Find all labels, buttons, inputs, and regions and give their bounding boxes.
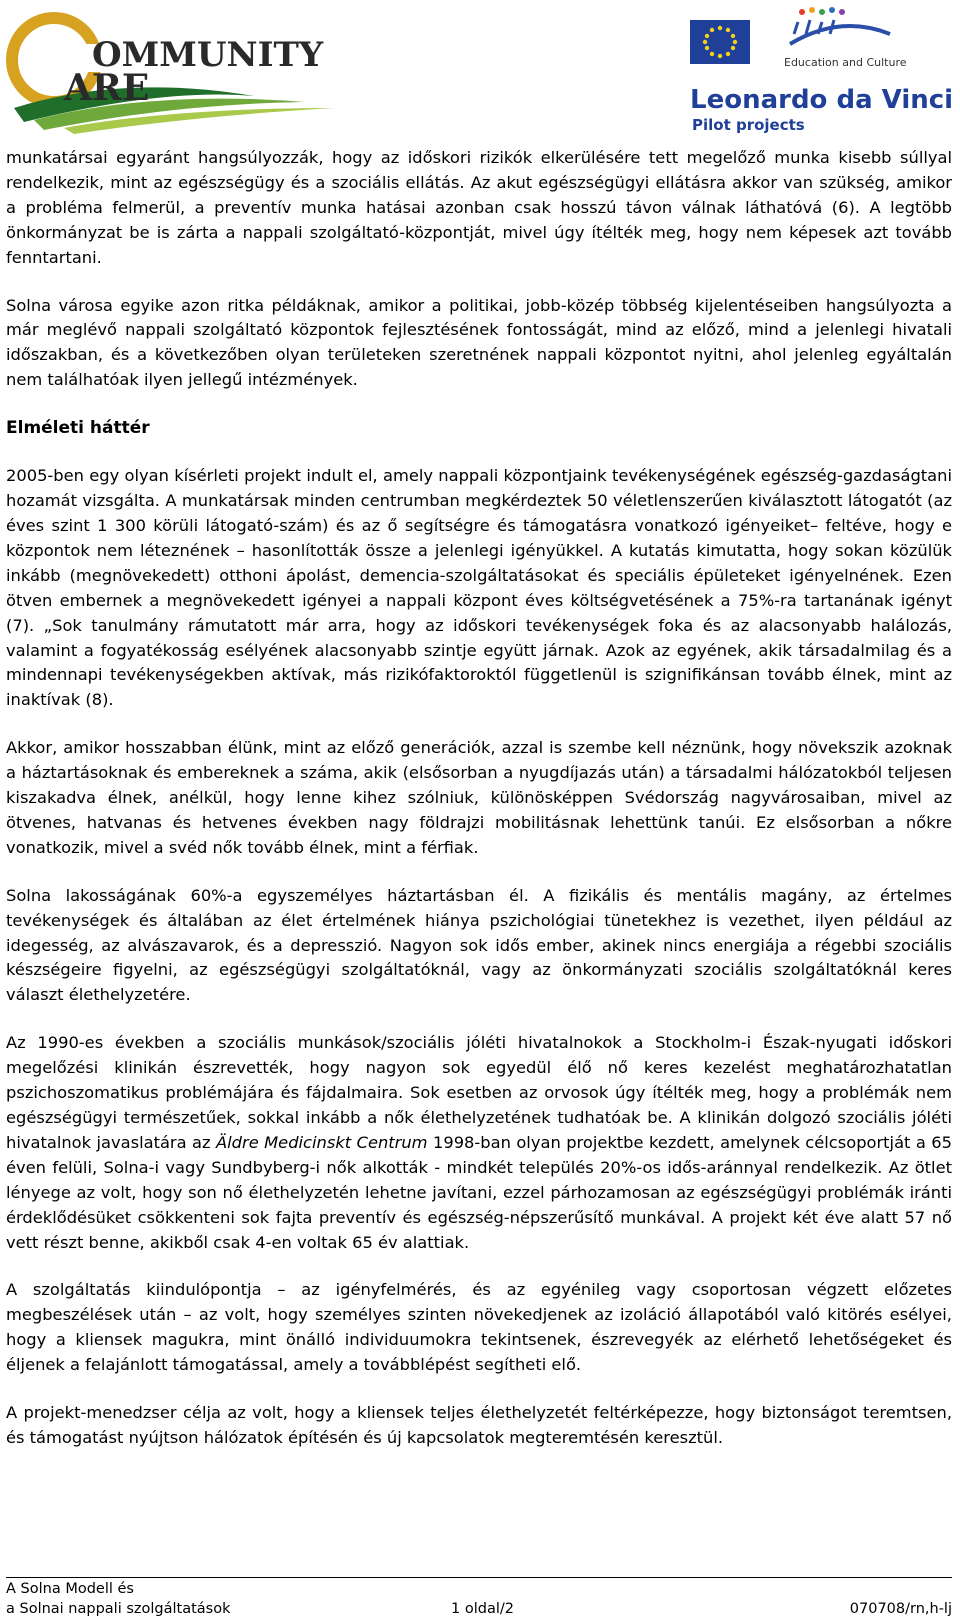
footer-code: 070708/rn,h-lj	[849, 1601, 952, 1617]
logo-subtitle: Pilot projects	[692, 116, 805, 134]
logo-word-care: ARE	[64, 67, 150, 109]
paragraph-4: Akkor, amikor hosszabban élünk, mint az előző generációk, azzal is szembe kell néznünk, hogy növekszik azoknak a háztartásoknak és embereknek a száma, akik (elsősorban a nyugdíjazás után) a társadalmi hálózatokból teljesen kiszakadva élnek, anélkül, hogy lenne kihez szólniuk, különösképpen Svédország nagyvárosaiban, mivel az ötvenes, hatvanas és hetvenes években nagy földrajzi mobilitásnak lehettünk tanúi. Ez elsősorban a nőkre vonatkozik, mivel a svéd nők tovább élnek, mint a férfiak.	[6, 738, 952, 857]
footer-line-2: a Solnai nappali szolgáltatások	[6, 1601, 231, 1617]
logo-word-community: OMMUNITY	[92, 35, 324, 75]
page-header	[0, 0, 960, 140]
paragraph-2: Solna városa egyike azon ritka példáknak, amikor a politikai, jobb-közép többség kijelentéseiben hangsúlyozta a már meglévő nappali szolgáltató központok fejlesztésének fontosságát, mind az előző, mind a jelenlegi hivatali időszakban, és a következőben olyan területeken szeretnének nappali központot nyitni, ahol jelenleg egyáltalán nem találhatóak ilyen jellegű intézmények.	[6, 295, 952, 390]
paragraph-6-start: Az 1990-es években a szociális munkások/szociális jóléti hivatalnokok a Stockholm-i Észak-nyugati időskori megelőzési klinikán észrevették, hogy nagyon sok egyedül élő nő keres kezelést meghatározhatatlan pszichoszomatikus problémájára és fájdalmaira. Sok esetben az orvosok úgy ítélték meg, hogy a problémák nem egészségügyi természetűek, sokkal inkább a nők élethelyzetének tudhatóak be. A klinikán dolgozó szociális jóléti hivatalnok javaslatára az	[6, 1033, 952, 1152]
paragraph-7: A szolgáltatás kiindulópontja – az igényfelmérés, és az egyénileg vagy csoportosan végzett előzetes megbeszélések után – az volt, hogy személyes szinten növekedjenek az izoláció állapotából való kitörés esélyei, hogy a kliensek magukra, mint önálló individuumokra tekintsenek, észrevegyék az elérhető lehetőségeket és éljenek a felajánlott támogatással, amely a továbblépést segítheti elő.	[6, 1280, 952, 1375]
paragraph-6	[6, 1031, 952, 1255]
paragraph-1: munkatársai egyaránt hangsúlyozzák, hogy az időskori rizikók elkerülésére tett megelőző munka kisebb súllyal rendelkezik, mint az egészségügy és a szociális ellátás. Az akut egészségügyi ellátásra akkor van szükség, amikor a probléma felmerül, a preventív munka hatásai azonban csak hosszú távon válnak láthatóvá (6). A legtöbb önkormányzat be is zárta a nappali szolgáltató-központját, mivel úgy ítélték meg, hogy nem képesek azt tovább fenntartani.	[6, 148, 952, 267]
education-culture-figures-icon	[790, 7, 890, 44]
eu-flag-icon	[690, 4, 956, 136]
leonardo-da-vinci-logo	[690, 4, 956, 136]
community-care-logo	[4, 4, 344, 136]
footer-line-1: A Solna Modell és	[6, 1581, 134, 1597]
paragraph-5: Solna lakosságának 60%-a egyszemélyes háztartásban él. A fizikális és mentális magány, az értelmes tevékenységek és általában az élet értelmének hiánya pszichológiai tünetekhez is vezethet, ilyen például az idegesség, az alvászavarok, és a depresszió. Nagyon sok idős ember, akinek nincs energiája a régebbi szociális készségeire figyelni, az egészségügyi szolgáltatóknál, vagy az önkormányzati szociális szolgáltatóknál keres választ élethelyzetére.	[6, 885, 952, 1005]
logo-title: Leonardo da Vinci	[690, 85, 954, 115]
page-footer	[6, 1577, 952, 1622]
section-heading: Elméleti háttér	[6, 418, 150, 439]
paragraph-6-italic: Äldre Medicinskt Centrum	[216, 1132, 428, 1152]
community-care-logo-icon	[4, 4, 344, 136]
paragraph-3: 2005-ben egy olyan kísérleti projekt indult el, amely nappali központjaink tevékenységének egészség-gazdaságtani hozamát vizsgálta. A munkatársak minden centrumban megkérdeztek 50 véletlenszerűen kiválasztott látogatót (az éves szint 1 300 körüli látogató-szám) és az ő segítségre és támogatásra vonatkozó igényeiket– feltéve, hogy e központok nem léteznének – hasonlították össze a jelenlegi igényükkel. A kutatás kimutatta, hogy sokan közülük inkább (megnövekedett) otthoni ápolást, demencia-szolgáltatásokat és speciális épületeket igényelnének. Ezen ötven embernek a megnövekedett igényei a nappali központ éves költségvetésének a 75%-ra tartanának igényt (7). „Sok tanulmány rámutatott már arra, hogy az időskori tevékenységek foka és az alacsonyabb halálozás, valamint a fogyatékosság esélyének alacsonyabb szintje együtt járnak. Azok az egyének, akik társadalmilag és a mindennapi tevékenységekben aktívak, más rizikófaktoroktól függetlenül is szignifikánsan tovább élnek, mint az inaktívak (8).	[6, 466, 952, 710]
footer-title	[6, 1579, 231, 1619]
logo-tagline: Education and Culture	[784, 56, 907, 69]
paragraph-8: A projekt-menedzser célja az volt, hogy a kliensek teljes élethelyzetét feltérképezze, hogy biztonságot teremtsen, és támogatást nyújtson hálózatok építésén és új kapcsolatok megteremtésén keresztül.	[6, 1403, 952, 1447]
paragraph-6-end: 1998-ban olyan projektbe kezdett, amelynek célcsoportját a 65 éven felüli, Solna-i vagy Sundbyberg-i nők alkották - mindkét település 20%-os idős-aránnyal rendelkezik. Az ötlet lényege az volt, hogy son nő élethelyzetén lehetne javítani, ezzel párhozamosan az egészségügyi problémák iránti érdeklődésüket csökkenteni sok fajta preventív és egészség-népszerűsítő munkával. A projekt két éve alatt 57 nő vett részt benne, akikből csak 4-en voltak 65 év alattiak.	[6, 1132, 952, 1252]
footer-page-number: 1 oldal/2	[451, 1601, 514, 1617]
document-body	[6, 146, 952, 1474]
